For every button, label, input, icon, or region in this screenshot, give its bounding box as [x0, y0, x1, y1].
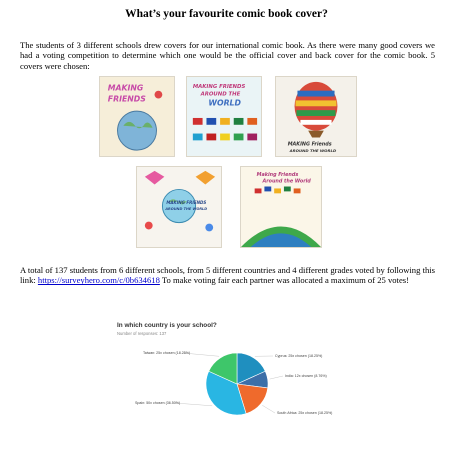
intro-paragraph: The students of 3 different schools drew covers for our international comic book. As there were many good covers we had a voting competition to determine which one would be the official cover and back cover for the comic book. 5 covers were chosen:	[20, 40, 435, 71]
chart-subtitle: Number of responses: 137	[117, 331, 167, 336]
cover-5-line-1: Making Friends	[256, 171, 299, 178]
chart-title: In which country is your school?	[117, 322, 217, 329]
voting-text-end: To make voting fair each partner was allocated a maximum of 25 votes!	[159, 275, 409, 286]
cover-image-1	[99, 76, 175, 157]
cover-5-art	[241, 167, 321, 247]
cover-1-line-2: FRIENDS	[107, 94, 146, 104]
pie-leader-line	[262, 405, 275, 413]
cover-1-art	[100, 77, 174, 156]
cover-3-art	[276, 77, 356, 156]
cover-image-2	[186, 76, 262, 157]
cover-4-art	[137, 167, 221, 247]
cover-image-3	[275, 76, 357, 157]
pie-label-south-africa: South Africa: 25x chosen (18.25%)	[277, 411, 333, 415]
pie-label-cyprus: Cyprus: 25x chosen (18.25%)	[275, 354, 323, 358]
cover-4-line-2: AROUND THE WORLD	[165, 206, 208, 211]
voting-paragraph	[20, 265, 435, 286]
cover-2-line-3: WORLD	[208, 98, 241, 108]
survey-link[interactable]: https://surveyhero.com/c/0b634618	[37, 275, 160, 286]
cover-5-line-2: Around the World	[262, 178, 311, 185]
cover-2-line-2: AROUND THE	[200, 91, 241, 98]
cover-image-4	[136, 166, 222, 248]
pie-label-spain: Spain: 50x chosen (36.50%)	[135, 401, 181, 405]
pie-label-india: India: 12x chosen (8.76%)	[285, 374, 327, 378]
pie-leader-line	[270, 376, 283, 379]
cover-2-line-1: MAKING FRIENDS	[192, 83, 246, 90]
pie-leader-line	[175, 403, 212, 406]
cover-image-5	[240, 166, 322, 248]
cover-3-line-2: AROUND THE WORLD	[289, 148, 337, 154]
cover-1-line-1: MAKING	[107, 83, 144, 93]
country-pie-chart	[115, 322, 355, 430]
cover-2-art	[187, 77, 261, 156]
cover-3-line-1: MAKING Friends	[287, 141, 332, 148]
pie-chart-svg	[115, 322, 355, 430]
pie-label-taiwan: Taiwan: 25x chosen (18.25%)	[143, 351, 191, 355]
page-title: What’s your favourite comic book cover?	[125, 8, 328, 20]
voting-text-start: A total of 137 students from 6 different schools, from 5 different countries and 4 different grades voted by following this link:	[20, 265, 435, 286]
cover-4-line-1: MAKING FRIENDS	[166, 200, 207, 206]
